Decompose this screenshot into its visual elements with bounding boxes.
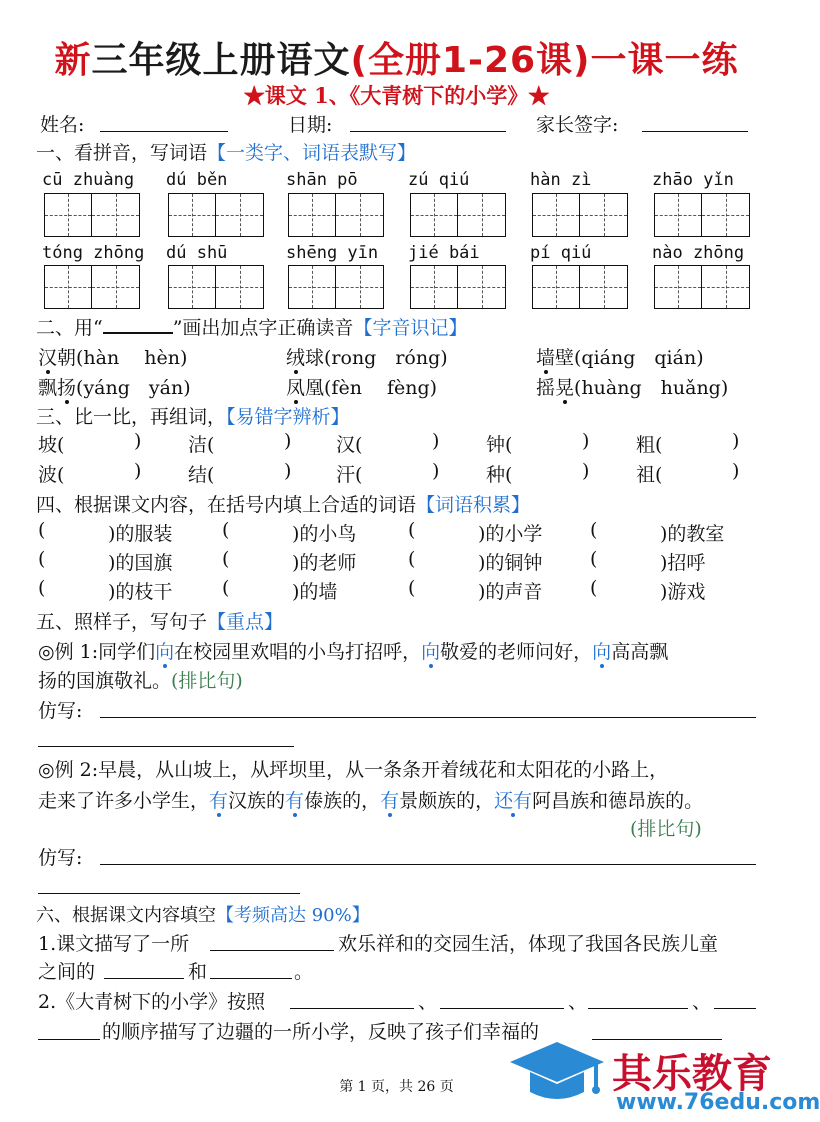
q1-text-d: 和 <box>188 961 208 983</box>
blank-paren-close: ) <box>660 523 668 545</box>
blank-paren-open[interactable]: ( <box>38 519 46 541</box>
blank-paren-open[interactable]: ( <box>222 519 230 541</box>
section2-title-b: ”画出加点字正确读音 <box>172 317 354 339</box>
q1-text-c: 之间的 <box>38 961 96 983</box>
blank-paren-close: ) <box>108 552 116 574</box>
section6-heading <box>36 901 370 927</box>
section2-tag: 【字音识记】 <box>353 317 468 339</box>
section1-title: 一、看拼音，写词语 <box>36 142 208 164</box>
section1-tag: 【一类字、词语表默写】 <box>207 142 417 164</box>
ex1-keyword: 向 <box>592 641 612 663</box>
imitate2-label: 仿写: <box>38 847 83 869</box>
blank-paren-open[interactable]: ( <box>38 577 46 599</box>
blank-paren-open[interactable]: ( <box>408 577 416 599</box>
title-new: 新 <box>54 40 92 81</box>
blank-paren-open[interactable]: ( <box>222 577 230 599</box>
pinyin-prompt: dú shū <box>166 243 228 263</box>
section1-heading <box>36 138 416 165</box>
blank-paren-close: ) <box>292 552 300 574</box>
phrase-text: 的声音 <box>485 581 543 603</box>
name-label: 姓名: <box>40 114 85 136</box>
q2-sep: 、 <box>568 991 588 1013</box>
ex1-type: (排比句) <box>171 670 243 692</box>
section5-title: 五、照样子，写句子 <box>36 611 208 633</box>
phrase-text: 的小鸟 <box>299 523 357 545</box>
title-range: (全册1-26课) <box>350 40 591 81</box>
dotted-char: 绒 <box>286 347 306 369</box>
section3-heading <box>36 402 350 429</box>
q2-text-a: 2.《大青树下的小学》按照 <box>38 991 266 1013</box>
section6-tag: 【考频高达 90%】 <box>216 905 370 926</box>
word-compare-item: 波( <box>38 464 65 486</box>
imitate1-label: 仿写: <box>38 700 83 722</box>
tianzige-box[interactable] <box>44 265 140 309</box>
dotted-char: 晃 <box>555 377 575 399</box>
tianzige-box[interactable] <box>288 265 384 309</box>
ex2-text: 景颇族的， <box>399 790 495 812</box>
phrase-text: 的小学 <box>485 523 543 545</box>
word-compare-item: 祖( <box>636 464 663 486</box>
pinyin-prompt: pí qiú <box>530 243 592 263</box>
phrase-item <box>292 519 356 546</box>
blank-paren-open[interactable]: ( <box>408 519 416 541</box>
q2-blank2[interactable] <box>440 1008 564 1009</box>
q1-text-b: 欢乐祥和的交园生活，体现了我国各民族儿童 <box>338 933 719 955</box>
reading-item[interactable] <box>286 343 448 370</box>
ex1-text: 敬爱的老师问好， <box>440 641 593 663</box>
q2-blank4[interactable] <box>714 1008 756 1009</box>
section5-heading <box>36 607 283 634</box>
q1-text-e: 。 <box>294 961 314 983</box>
pinyin-prompt: tóng zhōng <box>42 243 145 263</box>
tianzige-box[interactable] <box>288 193 384 237</box>
dotted-char: 汉 <box>38 347 58 369</box>
word-compare-item: 结( <box>188 464 215 486</box>
phrase-item <box>660 548 705 575</box>
section6-title: 六、根据课文内容填空 <box>36 905 216 926</box>
example1-line2 <box>38 666 243 693</box>
section5-tag: 【重点】 <box>207 611 284 633</box>
q1-text-a: 1.课文描写了一所 <box>38 933 190 955</box>
ex2-keyword: 有 <box>209 790 229 812</box>
tianzige-box[interactable] <box>168 193 264 237</box>
phrase-text: 的服装 <box>115 523 173 545</box>
blank-paren-close: ) <box>660 581 668 603</box>
reading-options: (huàng huǎng) <box>574 377 729 399</box>
tianzige-box[interactable] <box>654 193 750 237</box>
lesson-subtitle: ★课文 1、《大青树下的小学》★ <box>243 83 550 108</box>
reading-item[interactable] <box>38 373 191 400</box>
plain-char: 飘 <box>38 377 58 399</box>
reading-options: 球(rong róng) <box>305 347 448 369</box>
sign-label: 家长签字: <box>536 114 619 136</box>
reading-options: 凰(fèn fèng) <box>305 377 438 399</box>
answer-paren-close[interactable]: ) <box>284 460 292 482</box>
ex2-text: 傣族的， <box>304 790 381 812</box>
word-compare-item: 坡( <box>38 434 65 456</box>
answer-paren-close[interactable]: ) <box>134 460 142 482</box>
q2-blank1[interactable] <box>290 1008 414 1009</box>
tianzige-box[interactable] <box>532 265 628 309</box>
q1-blank2[interactable] <box>104 978 184 979</box>
phrase-text: 的枝干 <box>115 581 173 603</box>
phrase-text: 的铜钟 <box>485 552 543 574</box>
imitate1-line[interactable] <box>100 717 756 718</box>
phrase-text: 招呼 <box>667 552 706 574</box>
blank-paren-open[interactable]: ( <box>222 548 230 570</box>
graduation-cap-icon <box>508 1040 606 1110</box>
underline-sample <box>103 332 173 334</box>
logo-url: www.76edu.com <box>616 1090 820 1115</box>
pinyin-prompt: shān pō <box>286 170 358 190</box>
answer-paren-close[interactable]: ) <box>432 430 440 452</box>
blank-paren-close: ) <box>660 552 668 574</box>
section4-tag: 【词语积累】 <box>416 494 531 516</box>
reading-item[interactable] <box>536 373 728 400</box>
blank-paren-open[interactable]: ( <box>590 577 598 599</box>
word-compare-item: 汗( <box>336 464 363 486</box>
word-compare-item: 种( <box>486 464 513 486</box>
pinyin-prompt: zhāo yǐn <box>652 170 734 190</box>
phrase-item <box>108 548 172 575</box>
word-compare-item: 洁( <box>188 434 215 456</box>
ex2-keyword: 还有 <box>494 790 533 812</box>
word-compare-item: 钟( <box>486 434 513 456</box>
dotted-char: 扬 <box>57 377 77 399</box>
phrase-item <box>108 577 172 604</box>
answer-paren-close[interactable]: ) <box>432 460 440 482</box>
reading-options: (yáng yán) <box>76 377 191 399</box>
pinyin-prompt: cū zhuàng <box>42 170 135 190</box>
phrase-item <box>108 519 172 546</box>
phrase-item <box>478 548 542 575</box>
blank-paren-close: ) <box>108 581 116 603</box>
word-compare-item: 汉( <box>336 434 363 456</box>
example2-line1: ◎例 2:早晨，从山坡上，从坪坝里，从一条条开着绒花和太阳花的小路上， <box>38 759 669 781</box>
blank-paren-close: ) <box>478 523 486 545</box>
imitate1-line2[interactable] <box>38 746 294 747</box>
imitate2-line[interactable] <box>100 864 756 865</box>
phrase-item <box>478 519 542 546</box>
phrase-item <box>478 577 542 604</box>
title-grade: 三年级上册语文 <box>91 40 351 81</box>
q2-blank5[interactable] <box>592 1039 722 1040</box>
name-field[interactable] <box>100 131 228 132</box>
section3-tag: 【易错字辨析】 <box>226 406 350 428</box>
answer-paren-close[interactable]: ) <box>582 460 590 482</box>
tianzige-box[interactable] <box>532 193 628 237</box>
phrase-item <box>292 577 337 604</box>
q2-blank4-cont[interactable] <box>38 1039 100 1040</box>
answer-paren-close[interactable]: ) <box>134 430 142 452</box>
ex1-text: ◎例 1:同学们 <box>38 641 156 663</box>
phrase-text: 的墙 <box>299 581 338 603</box>
dotted-char: 墙 <box>536 347 556 369</box>
ex2-type: (排比句) <box>630 818 702 840</box>
phrase-text: 的老师 <box>299 552 357 574</box>
pinyin-prompt: zú qiú <box>408 170 470 190</box>
phrase-item <box>292 548 356 575</box>
phrase-text: 游戏 <box>667 581 706 603</box>
pinyin-prompt: dú běn <box>166 170 228 190</box>
phrase-text: 的国旗 <box>115 552 173 574</box>
blank-paren-open[interactable]: ( <box>408 548 416 570</box>
ex2-text: 汉族的 <box>228 790 286 812</box>
pinyin-prompt: hàn zì <box>530 170 592 190</box>
title-series: 一课一练 <box>590 40 739 81</box>
blank-paren-close: ) <box>108 523 116 545</box>
q2-text-b: 的顺序描写了边疆的一所小学，反映了孩子们幸福的 <box>102 1021 540 1043</box>
reading-item[interactable] <box>286 373 437 400</box>
q2-sep: 、 <box>418 991 438 1013</box>
blank-paren-close: ) <box>478 581 486 603</box>
section2-title-a: 二、用“ <box>36 317 103 339</box>
q1-blank3[interactable] <box>210 978 292 979</box>
section4-heading <box>36 490 530 517</box>
q2-blank3[interactable] <box>588 1008 688 1009</box>
ex1-text: 在校园里欢唱的小鸟打招呼， <box>174 641 422 663</box>
date-field[interactable] <box>350 131 506 132</box>
blank-paren-close: ) <box>292 523 300 545</box>
answer-paren-close[interactable]: ) <box>732 460 740 482</box>
reading-item[interactable] <box>536 343 704 370</box>
pinyin-prompt: jié bái <box>408 243 480 263</box>
phrase-text: 的教室 <box>667 523 725 545</box>
example2-line2 <box>38 786 703 813</box>
blank-paren-open[interactable]: ( <box>590 548 598 570</box>
word-compare-item: 粗( <box>636 434 663 456</box>
logo-name: 其乐教育 <box>612 1051 772 1097</box>
tianzige-box[interactable] <box>410 265 506 309</box>
q2-sep: 、 <box>692 991 712 1013</box>
date-label: 日期: <box>288 114 333 136</box>
tianzige-box[interactable] <box>654 265 750 309</box>
ex1-text: 高高飘 <box>611 641 669 663</box>
q1-blank1[interactable] <box>210 950 334 951</box>
plain-char: 摇 <box>536 377 556 399</box>
blank-paren-close: ) <box>292 581 300 603</box>
blank-paren-open[interactable]: ( <box>590 519 598 541</box>
reading-options: 壁(qiáng qián) <box>555 347 704 369</box>
reading-item[interactable] <box>38 343 187 370</box>
phrase-item <box>660 519 724 546</box>
sign-field[interactable] <box>642 131 748 132</box>
answer-paren-close[interactable]: ) <box>582 430 590 452</box>
section3-title: 三、比一比，再组词， <box>36 406 227 428</box>
blank-paren-open[interactable]: ( <box>38 548 46 570</box>
blank-paren-close: ) <box>478 552 486 574</box>
example1-line1 <box>38 637 668 664</box>
section2-heading <box>36 313 467 340</box>
ex1-keyword: 向 <box>155 641 175 663</box>
ex1-text: 扬的国旗敬礼。 <box>38 670 172 692</box>
tianzige-box[interactable] <box>44 193 140 237</box>
section4-title: 四、根据课文内容，在括号内填上合适的词语 <box>36 494 417 516</box>
phrase-item <box>660 577 705 604</box>
tianzige-box[interactable] <box>410 193 506 237</box>
answer-paren-close[interactable]: ) <box>732 430 740 452</box>
ex2-keyword: 有 <box>380 790 400 812</box>
ex1-keyword: 向 <box>421 641 441 663</box>
dotted-char: 凤 <box>286 377 306 399</box>
tianzige-box[interactable] <box>168 265 264 309</box>
ex2-keyword: 有 <box>285 790 305 812</box>
page-footer: 第 1 页，共 26 页 <box>339 1079 454 1095</box>
pinyin-prompt: shēng yīn <box>286 243 379 263</box>
page-title <box>0 32 793 83</box>
ex2-text: 阿昌族和德昂族的。 <box>532 790 704 812</box>
answer-paren-close[interactable]: ) <box>284 430 292 452</box>
ex2-text: 走来了许多小学生， <box>38 790 210 812</box>
reading-options: 朝(hàn hèn) <box>57 347 188 369</box>
pinyin-prompt: nào zhōng <box>652 243 745 263</box>
imitate2-line2[interactable] <box>38 893 300 894</box>
